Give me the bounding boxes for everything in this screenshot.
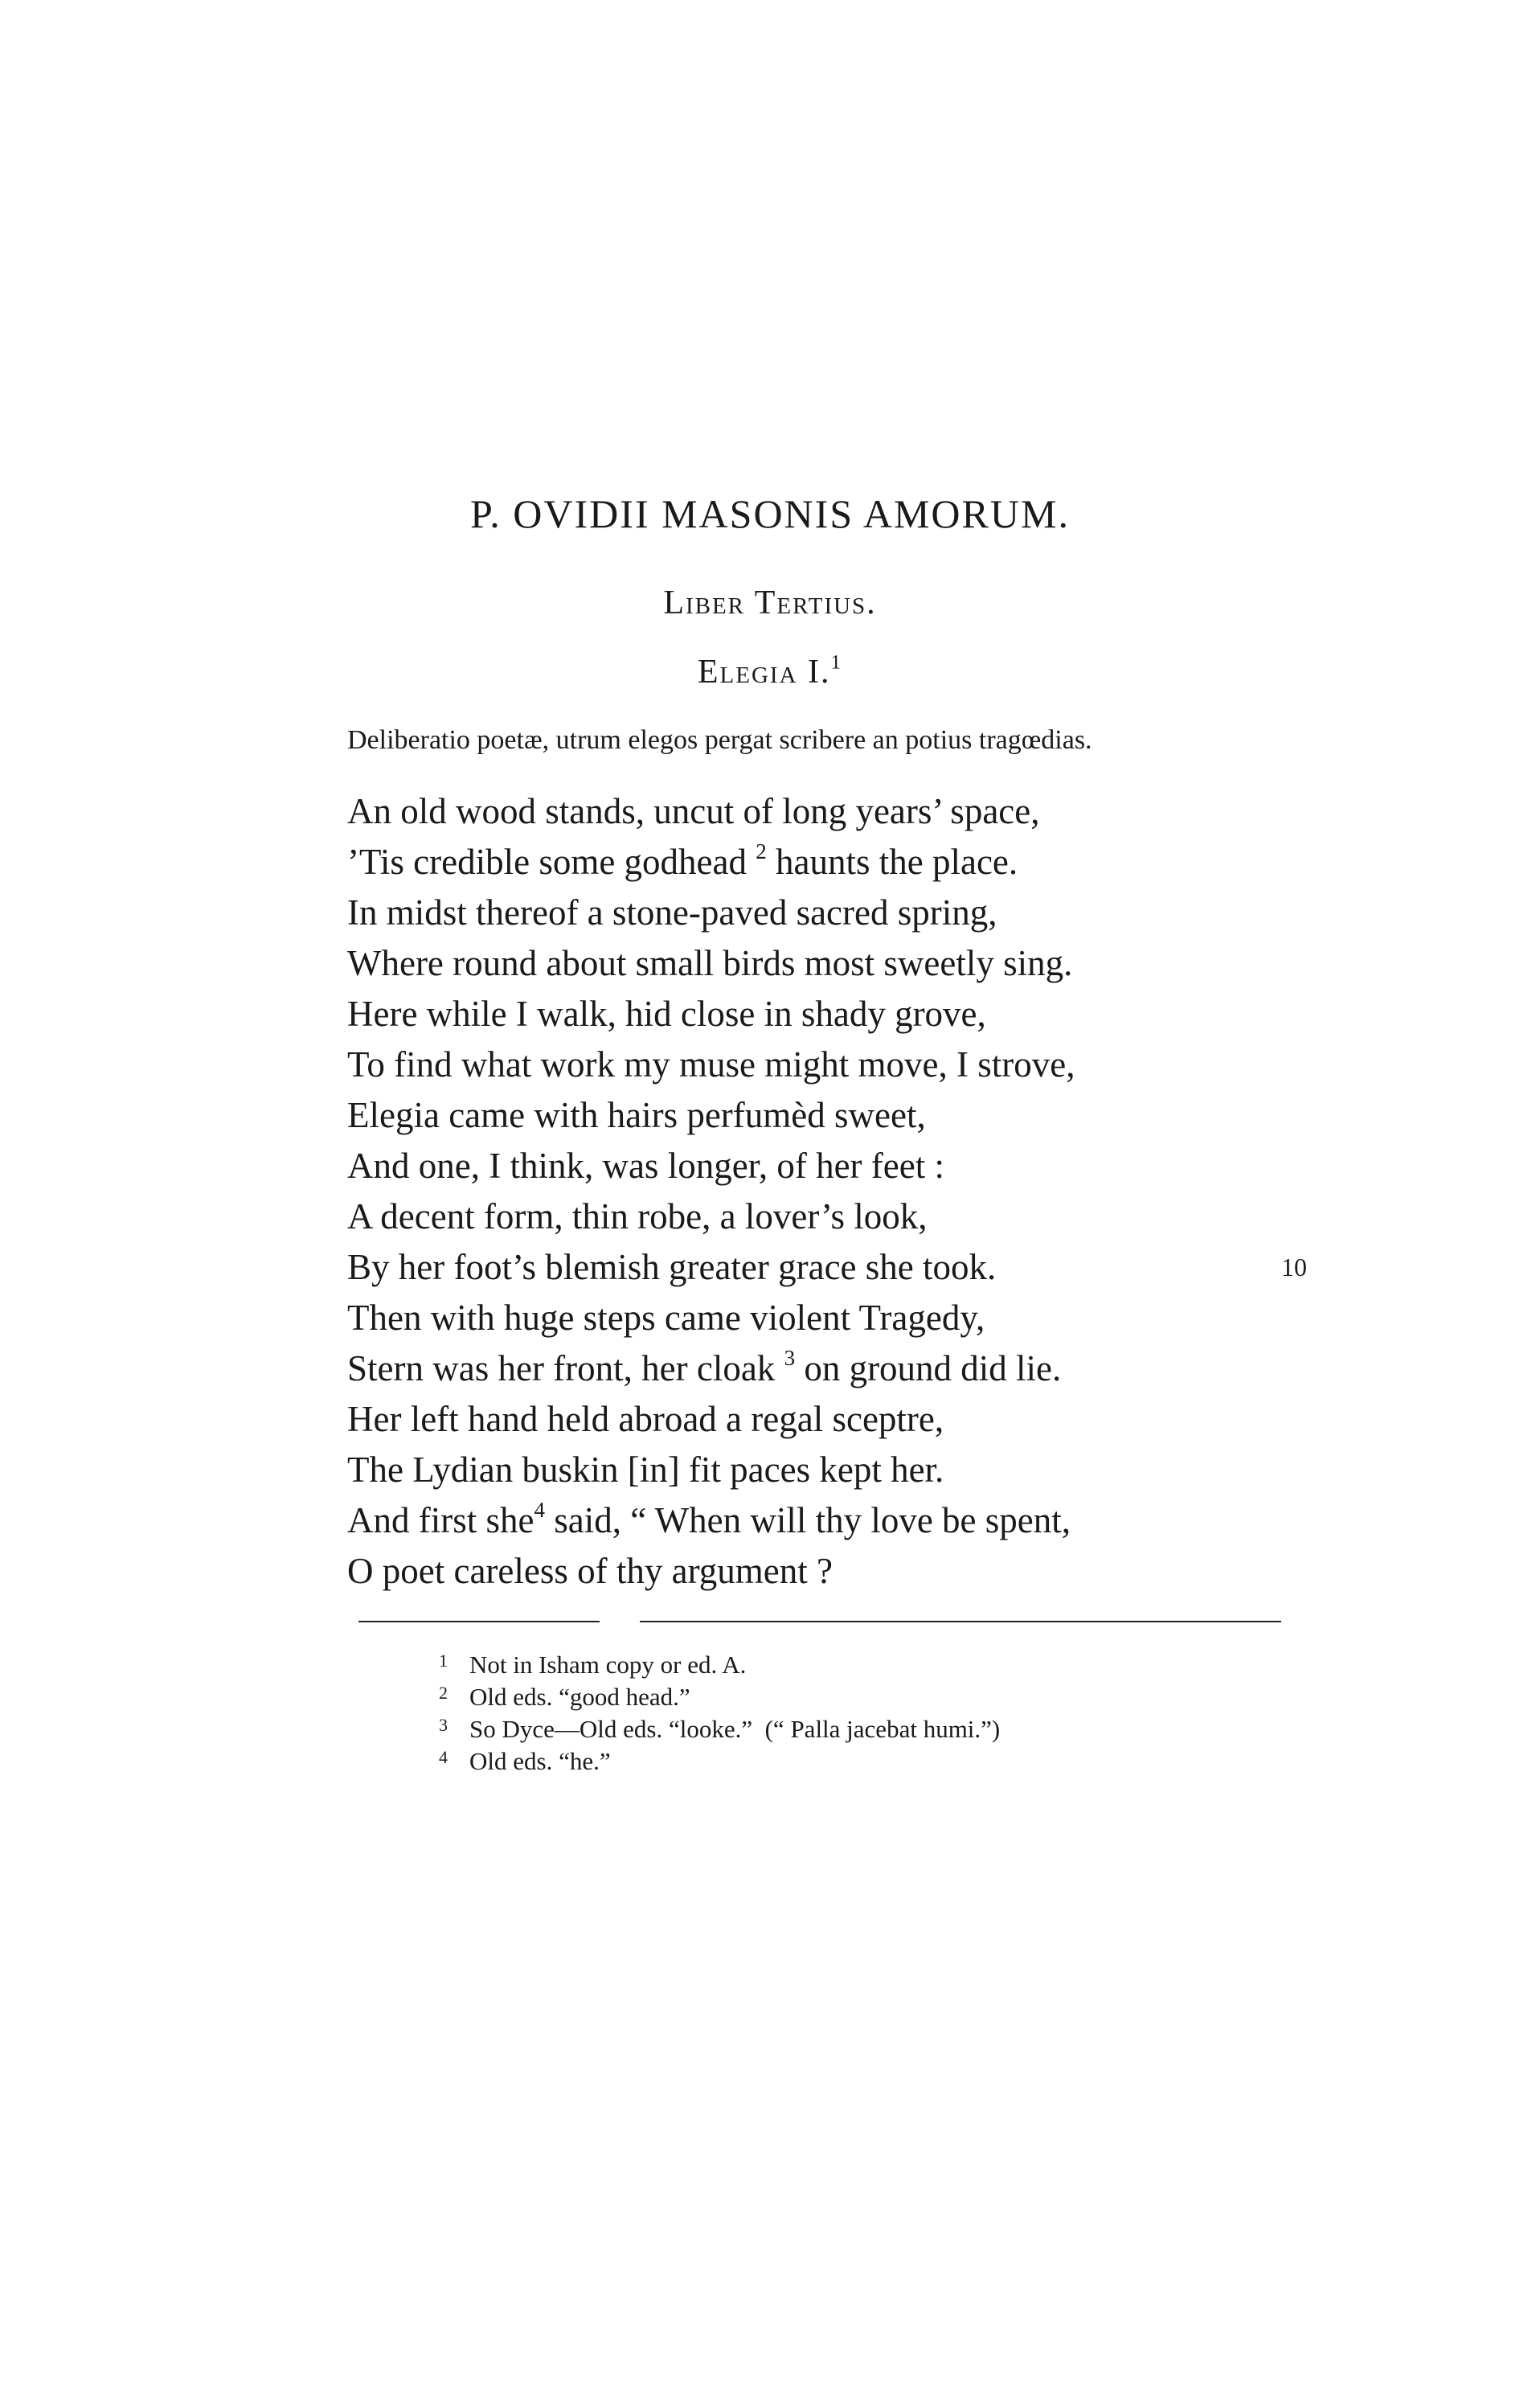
poem-line-8: [347, 1141, 1336, 1191]
poem-line-4: [347, 938, 1336, 989]
poem-line-text: Where round about small birds most sweetly sing.: [347, 943, 1073, 983]
poem-line-1: [347, 786, 1336, 837]
poem-line-text: ’Tis credible some godhead: [347, 842, 756, 882]
poem-line-text: O poet careless of thy argument ?: [347, 1551, 833, 1591]
elegy-argument: Deliberatio poetæ, utrum elegos pergat scribere an potius tragœdias.: [347, 725, 1092, 755]
poem-line-9: [347, 1191, 1336, 1242]
elegy-heading: [0, 653, 1540, 691]
poem-line-text: A decent form, thin robe, a lover’s look,: [347, 1196, 928, 1236]
poem-line-text: And first she: [347, 1500, 534, 1540]
poem-line-text: on ground did lie.: [795, 1348, 1062, 1388]
poem-line-text: In midst thereof a stone-paved sacred spring,: [347, 892, 997, 933]
poem-line-text: Here while I walk, hid close in shady grove,: [347, 994, 986, 1034]
footnotes: [439, 1645, 1000, 1774]
poem-line-11: [347, 1293, 1336, 1343]
poem-line-text: Stern was her front, her cloak: [347, 1348, 784, 1388]
poem-body: [347, 786, 1336, 1597]
poem-line-16: [347, 1546, 1336, 1597]
poem-line-3: [347, 888, 1336, 938]
poem-line-13: [347, 1394, 1336, 1445]
poem-line-text: And one, I think, was longer, of her feet :: [347, 1146, 944, 1186]
poem-line-2: [347, 837, 1336, 888]
footnote: [439, 1645, 1000, 1677]
footnote-mark: 2: [439, 1683, 448, 1703]
footnote-text: So Dyce—Old eds. “looke.” (“ Palla jacebat humi.”): [469, 1715, 1001, 1743]
poem-line-text: To find what work my muse might move, I strove,: [347, 1044, 1075, 1085]
footnote-ref: 4: [534, 1498, 545, 1523]
poem-line-text: Elegia came with hairs perfumèd sweet,: [347, 1095, 926, 1135]
poem-line-10: [347, 1242, 1336, 1293]
poem-line-text: The Lydian buskin [in] fit paces kept her.: [347, 1450, 944, 1490]
footnote-rule-left: [358, 1621, 600, 1622]
poem-line-12: [347, 1343, 1336, 1394]
poem-line-5: [347, 989, 1336, 1040]
elegy-heading-text: Elegia I.: [697, 654, 831, 691]
poem-line-14: [347, 1445, 1336, 1495]
poem-line-text: Her left hand held abroad a regal sceptre,: [347, 1399, 944, 1439]
footnote-text: Old eds. “he.”: [469, 1747, 611, 1775]
footnote-text: Not in Isham copy or ed. A.: [469, 1651, 747, 1679]
poem-line-text: haunts the place.: [766, 842, 1018, 882]
line-number: 10: [1281, 1253, 1307, 1282]
elegy-footnote-ref: 1: [830, 651, 843, 674]
poem-line-7: [347, 1090, 1336, 1141]
footnote: [439, 1677, 1000, 1709]
footnote-ref: 2: [756, 839, 767, 864]
footnote-mark: 3: [439, 1715, 448, 1735]
book-heading: Liber Tertius.: [663, 584, 877, 621]
footnote-mark: 4: [439, 1747, 448, 1767]
footnote: [439, 1741, 1000, 1774]
footnote-mark: 1: [439, 1651, 448, 1671]
page-title: P. OVIDII MASONIS AMORUM.: [470, 491, 1070, 536]
footnote-rule-right: [640, 1621, 1281, 1622]
footnote: [439, 1709, 1000, 1741]
poem-line-text: Then with huge steps came violent Tragedy,: [347, 1298, 985, 1338]
poem-line-text: said, “ When will thy love be spent,: [544, 1500, 1071, 1540]
poem-line-15: [347, 1495, 1336, 1546]
poem-line-text: An old wood stands, uncut of long years’ space,: [347, 791, 1040, 831]
poem-line-text: By her foot’s blemish greater grace she took.: [347, 1247, 997, 1287]
poem-line-6: [347, 1040, 1336, 1090]
footnote-ref: 3: [784, 1346, 796, 1371]
footnote-text: Old eds. “good head.”: [469, 1683, 690, 1711]
